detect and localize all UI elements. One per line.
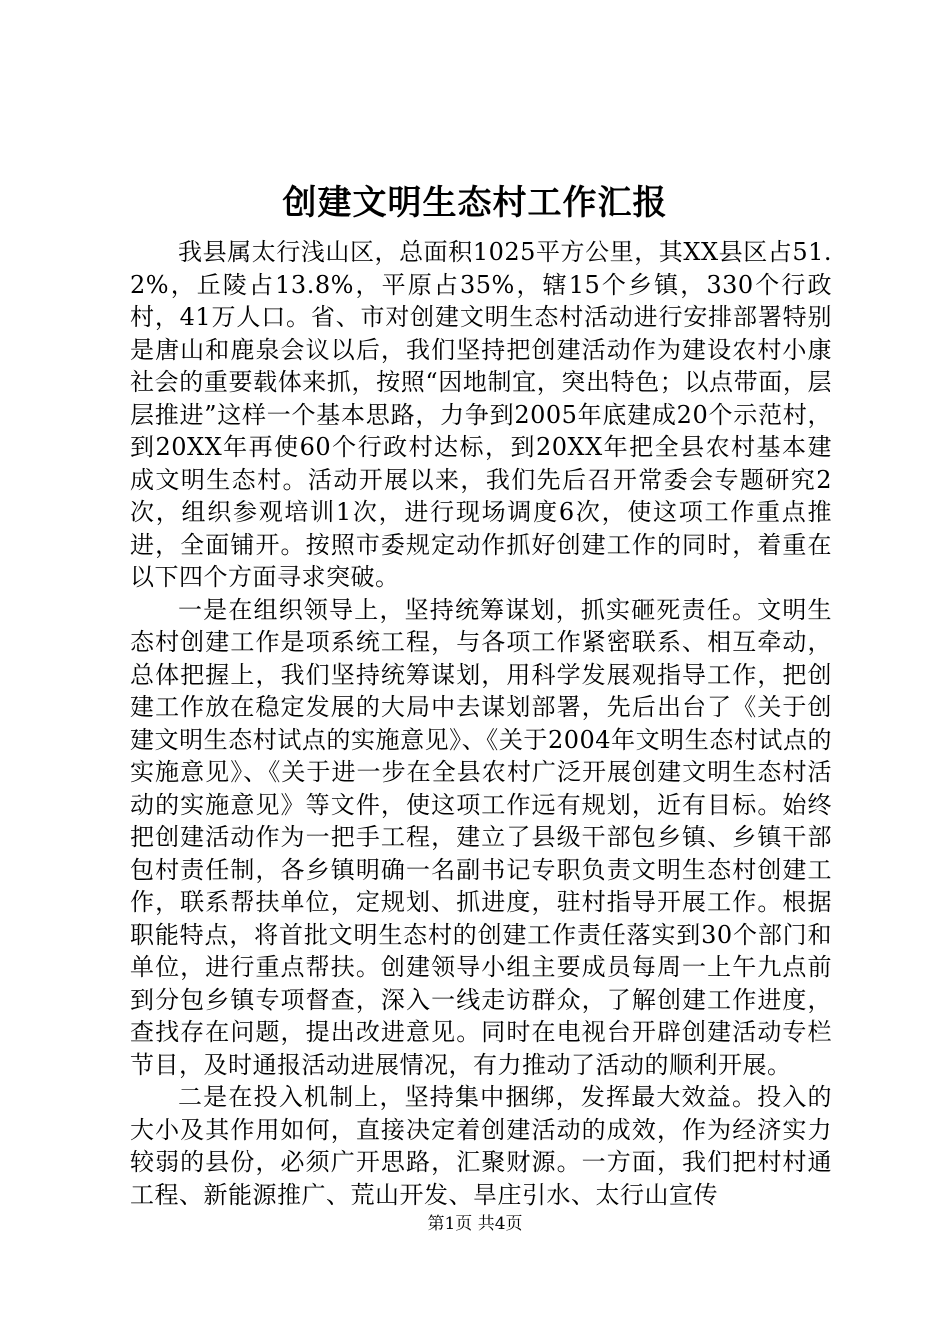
document-title: 创建文明生态村工作汇报 <box>282 183 668 223</box>
paragraph-intro: 我县属太行浅山区，总面积1025平方公里，其XX县区占51.2%，丘陵占13.8%，平原占35%，辖15个乡镇，330个行政村，41万人口。省、市对创建文明生态村活动进行安排部署特别是唐山和鹿泉会议以后，我们坚持把创建活动作为建设农村小康社会的重要载体来抓，按照“因地制宜，突出特色；以点带面，层层推进”这样一个基本思路，力争到2005年底建成20个示范村，到20XX年再使60个行政村达标，到20XX年把全县农村基本建成文明生态村。活动开展以来，我们先后召开常委会专题研究2次，组织参观培训1次，进行现场调度6次，使这项工作重点推进，全面铺开。按照市委规定动作抓好创建工作的同时，着重在以下四个方面寻求突破。 <box>130 238 832 591</box>
document-body <box>130 236 832 1211</box>
paragraph-organization: 一是在组织领导上，坚持统筹谋划，抓实砸死责任。文明生态村创建工作是项系统工程，与各项工作紧密联系、相互牵动，总体把握上，我们坚持统筹谋划，用科学发展观指导工作，把创建工作放在稳定发展的大局中去谋划部署，先后出台了《关于创建文明生态村试点的实施意见》、《关于2004年文明生态村试点的实施意见》、《关于进一步在全县农村广泛开展创建文明生态村活动的实施意见》等文件，使这项工作远有规划，近有目标。始终把创建活动作为一把手工程，建立了县级干部包乡镇、乡镇干部包村责任制，各乡镇明确一名副书记专职负责文明生态村创建工作，联系帮扶单位，定规划、抓进度，驻村指导开展工作。根据职能特点，将首批文明生态村的创建工作责任落实到30个部门和单位，进行重点帮扶。创建领导小组主要成员每周一上午九点前到分包乡镇专项督查，深入一线走访群众，了解创建工作进度，查找存在问题，提出改进意见。同时在电视台开辟创建活动专栏节目，及时通报活动进展情况，有力推动了活动的顺利开展。 <box>130 595 832 1079</box>
paragraph-investment: 二是在投入机制上，坚持集中捆绑，发挥最大效益。投入的大小及其作用如何，直接决定着创建活动的成效，作为经济实力较弱的县份，必须广开思路，汇聚财源。一方面，我们把村村通工程、新能源推广、荒山开发、旱庄引水、太行山宣传 <box>130 1083 832 1209</box>
page-number-footer: 第1页 共4页 <box>427 1214 523 1234</box>
